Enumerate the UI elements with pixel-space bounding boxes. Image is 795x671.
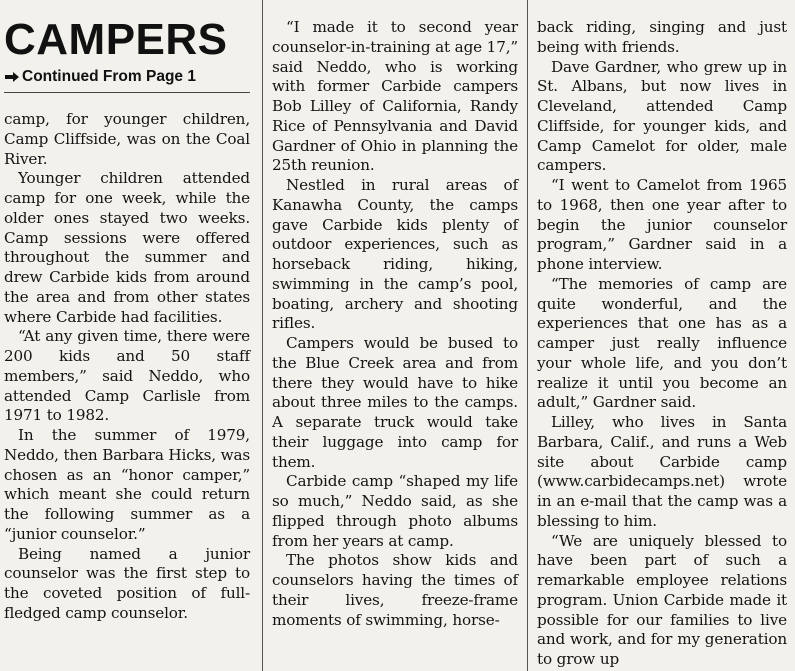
paragraph: “We are uniquely blessed to have been part of such a remarkable employee relations program. Union Carbide made it possible for our families to live and work, and for my generation to grow up (537, 531, 787, 668)
column-divider (262, 0, 263, 671)
jump-line (4, 68, 196, 86)
paragraph: The photos show kids and counselors having the times of their lives, freeze-frame moments of swimming, horse- (272, 551, 518, 629)
paragraph: back riding, singing and just being with friends. (537, 18, 787, 56)
paragraph: Lilley, who lives in Santa Barbara, Calif., and runs a Web site about Carbide camp (www.carbidecamps.net) wrote in an e-mail that the camp was a blessing to him. (537, 413, 787, 530)
paragraph: “The memories of camp are quite wonderful, and the experiences that one has as a camper just really influence your whole life, and you don’t realize it until you become an adult,” Gardner said. (537, 274, 787, 412)
paragraph: Dave Gardner, who grew up in St. Albans, but now lives in Cleveland, attended Camp Cliffside, for younger kids, and Camp Camelot for older, male campers. (537, 57, 787, 175)
paragraph: In the summer of 1979, Neddo, then Barbara Hicks, was chosen as an “honor camper,” which meant she could return the following summer as a “junior counselor.” (4, 426, 251, 543)
column-2 (272, 18, 518, 630)
jump-line-text: Continued From Page 1 (22, 68, 196, 85)
arrow-right-icon (4, 71, 20, 83)
column-1 (4, 110, 250, 624)
headline: CAMPERS (4, 15, 228, 64)
paragraph: Younger children attended camp for one week, while the older ones stayed two weeks. Camp sessions were offered throughout the summer and drew Carbide kids from around the area and from other states where Carbide had facilities. (4, 169, 250, 326)
jump-rule (4, 92, 250, 93)
paragraph: Carbide camp “shaped my life so much,” Neddo said, as she flipped through photo albums from her years at camp. (272, 472, 518, 550)
paragraph: camp, for younger children, Camp Cliffside, was on the Coal River. (4, 110, 250, 168)
column-3 (537, 18, 787, 670)
paragraph: Nestled in rural areas of Kanawha County, the camps gave Carbide kids plenty of outdoor experiences, such as horseback riding, hiking, swimming in the camp’s pool, boating, archery and shooting rifles. (272, 176, 518, 333)
column-divider (527, 0, 528, 671)
paragraph: “I made it to second year counselor-in-training at age 17,” said Neddo, who is working with former Carbide campers Bob Lilley of California, Randy Rice of Pennsylvania and David Gardner of Ohio in planning the 25th reunion. (272, 18, 518, 175)
paragraph: Campers would be bused to the Blue Creek area and from there they would have to hike about three miles to the camps. A separate truck would take their luggage into camp for them. (272, 334, 518, 471)
paragraph: Being named a junior counselor was the first step to the coveted position of full-fledged camp counselor. (4, 544, 250, 622)
paragraph: “I went to Camelot from 1965 to 1968, then one year after to begin the junior counselor program,” Gardner said in a phone interview. (537, 176, 787, 273)
paragraph: “At any given time, there were 200 kids and 50 staff members,” said Neddo, who attended Camp Carlisle from 1971 to 1982. (4, 327, 250, 425)
